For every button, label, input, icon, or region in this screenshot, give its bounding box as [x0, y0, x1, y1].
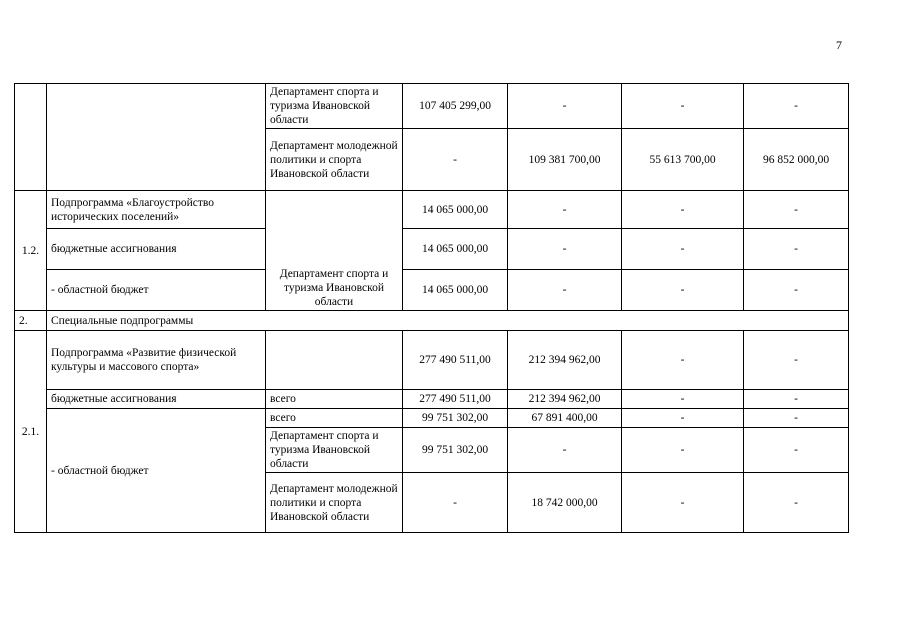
section-title: Специальные подпрограммы: [47, 311, 849, 331]
value-cell: 55 613 700,00: [622, 129, 744, 191]
value-cell: 96 852 000,00: [744, 129, 849, 191]
value-cell: -: [508, 270, 622, 311]
value-cell: -: [622, 191, 744, 229]
value-cell: 277 490 511,00: [403, 390, 508, 409]
value-cell: -: [744, 428, 849, 473]
value-cell: -: [622, 229, 744, 270]
value-cell: 109 381 700,00: [508, 129, 622, 191]
table-row: [15, 409, 849, 428]
program-name: бюджетные ассигнования: [47, 229, 266, 270]
page-number: 7: [836, 38, 842, 52]
value-cell: -: [622, 331, 744, 390]
value-cell: -: [508, 229, 622, 270]
table-row: [15, 390, 849, 409]
value-cell: -: [508, 428, 622, 473]
table-row: [15, 270, 849, 311]
org-cell: Департамент молодежной политики и спорта Ивановской области: [266, 129, 403, 191]
table-row: [15, 229, 849, 270]
org-cell: Департамент спорта и туризма Ивановской области: [266, 84, 403, 129]
value-cell: 14 065 000,00: [403, 229, 508, 270]
row-number: 2.1.: [15, 331, 47, 533]
value-cell: -: [622, 84, 744, 129]
row-number: 1.2.: [15, 191, 47, 311]
program-name: - областной бюджет: [47, 270, 266, 311]
empty-number-cell: [15, 84, 47, 191]
row-number: 2.: [15, 311, 47, 331]
org-cell: [266, 331, 403, 390]
value-cell: 99 751 302,00: [403, 428, 508, 473]
value-cell: -: [622, 428, 744, 473]
program-name: Подпрограмма «Благоустройство исторических поселений»: [47, 191, 266, 229]
value-cell: -: [508, 84, 622, 129]
program-name: бюджетные ассигнования: [47, 390, 266, 409]
value-cell: 212 394 962,00: [508, 331, 622, 390]
value-cell: -: [744, 270, 849, 311]
table-row: [15, 84, 849, 129]
value-cell: -: [508, 191, 622, 229]
value-cell: -: [622, 473, 744, 533]
org-cell: Департамент спорта и туризма Ивановской области: [266, 428, 403, 473]
value-cell: -: [744, 229, 849, 270]
program-name: - областной бюджет: [47, 409, 266, 533]
empty-name-cell: [47, 84, 266, 191]
value-cell: -: [403, 473, 508, 533]
budget-table: [14, 83, 849, 533]
value-cell: 277 490 511,00: [403, 331, 508, 390]
org-cell: Департамент спорта и туризма Ивановской области: [266, 191, 403, 311]
value-cell: -: [744, 390, 849, 409]
value-cell: -: [622, 270, 744, 311]
value-cell: 67 891 400,00: [508, 409, 622, 428]
org-cell: всего: [266, 390, 403, 409]
value-cell: -: [744, 409, 849, 428]
value-cell: -: [622, 390, 744, 409]
table-row: [15, 191, 849, 229]
value-cell: 14 065 000,00: [403, 270, 508, 311]
value-cell: -: [744, 473, 849, 533]
value-cell: -: [744, 331, 849, 390]
table-row: [15, 311, 849, 331]
table-row: [15, 331, 849, 390]
value-cell: 18 742 000,00: [508, 473, 622, 533]
value-cell: 107 405 299,00: [403, 84, 508, 129]
value-cell: 212 394 962,00: [508, 390, 622, 409]
value-cell: -: [744, 84, 849, 129]
value-cell: -: [744, 191, 849, 229]
org-cell: всего: [266, 409, 403, 428]
value-cell: -: [622, 409, 744, 428]
value-cell: 14 065 000,00: [403, 191, 508, 229]
program-name: Подпрограмма «Развитие физической культуры и массового спорта»: [47, 331, 266, 390]
value-cell: 99 751 302,00: [403, 409, 508, 428]
value-cell: -: [403, 129, 508, 191]
org-cell: Департамент молодежной политики и спорта Ивановской области: [266, 473, 403, 533]
